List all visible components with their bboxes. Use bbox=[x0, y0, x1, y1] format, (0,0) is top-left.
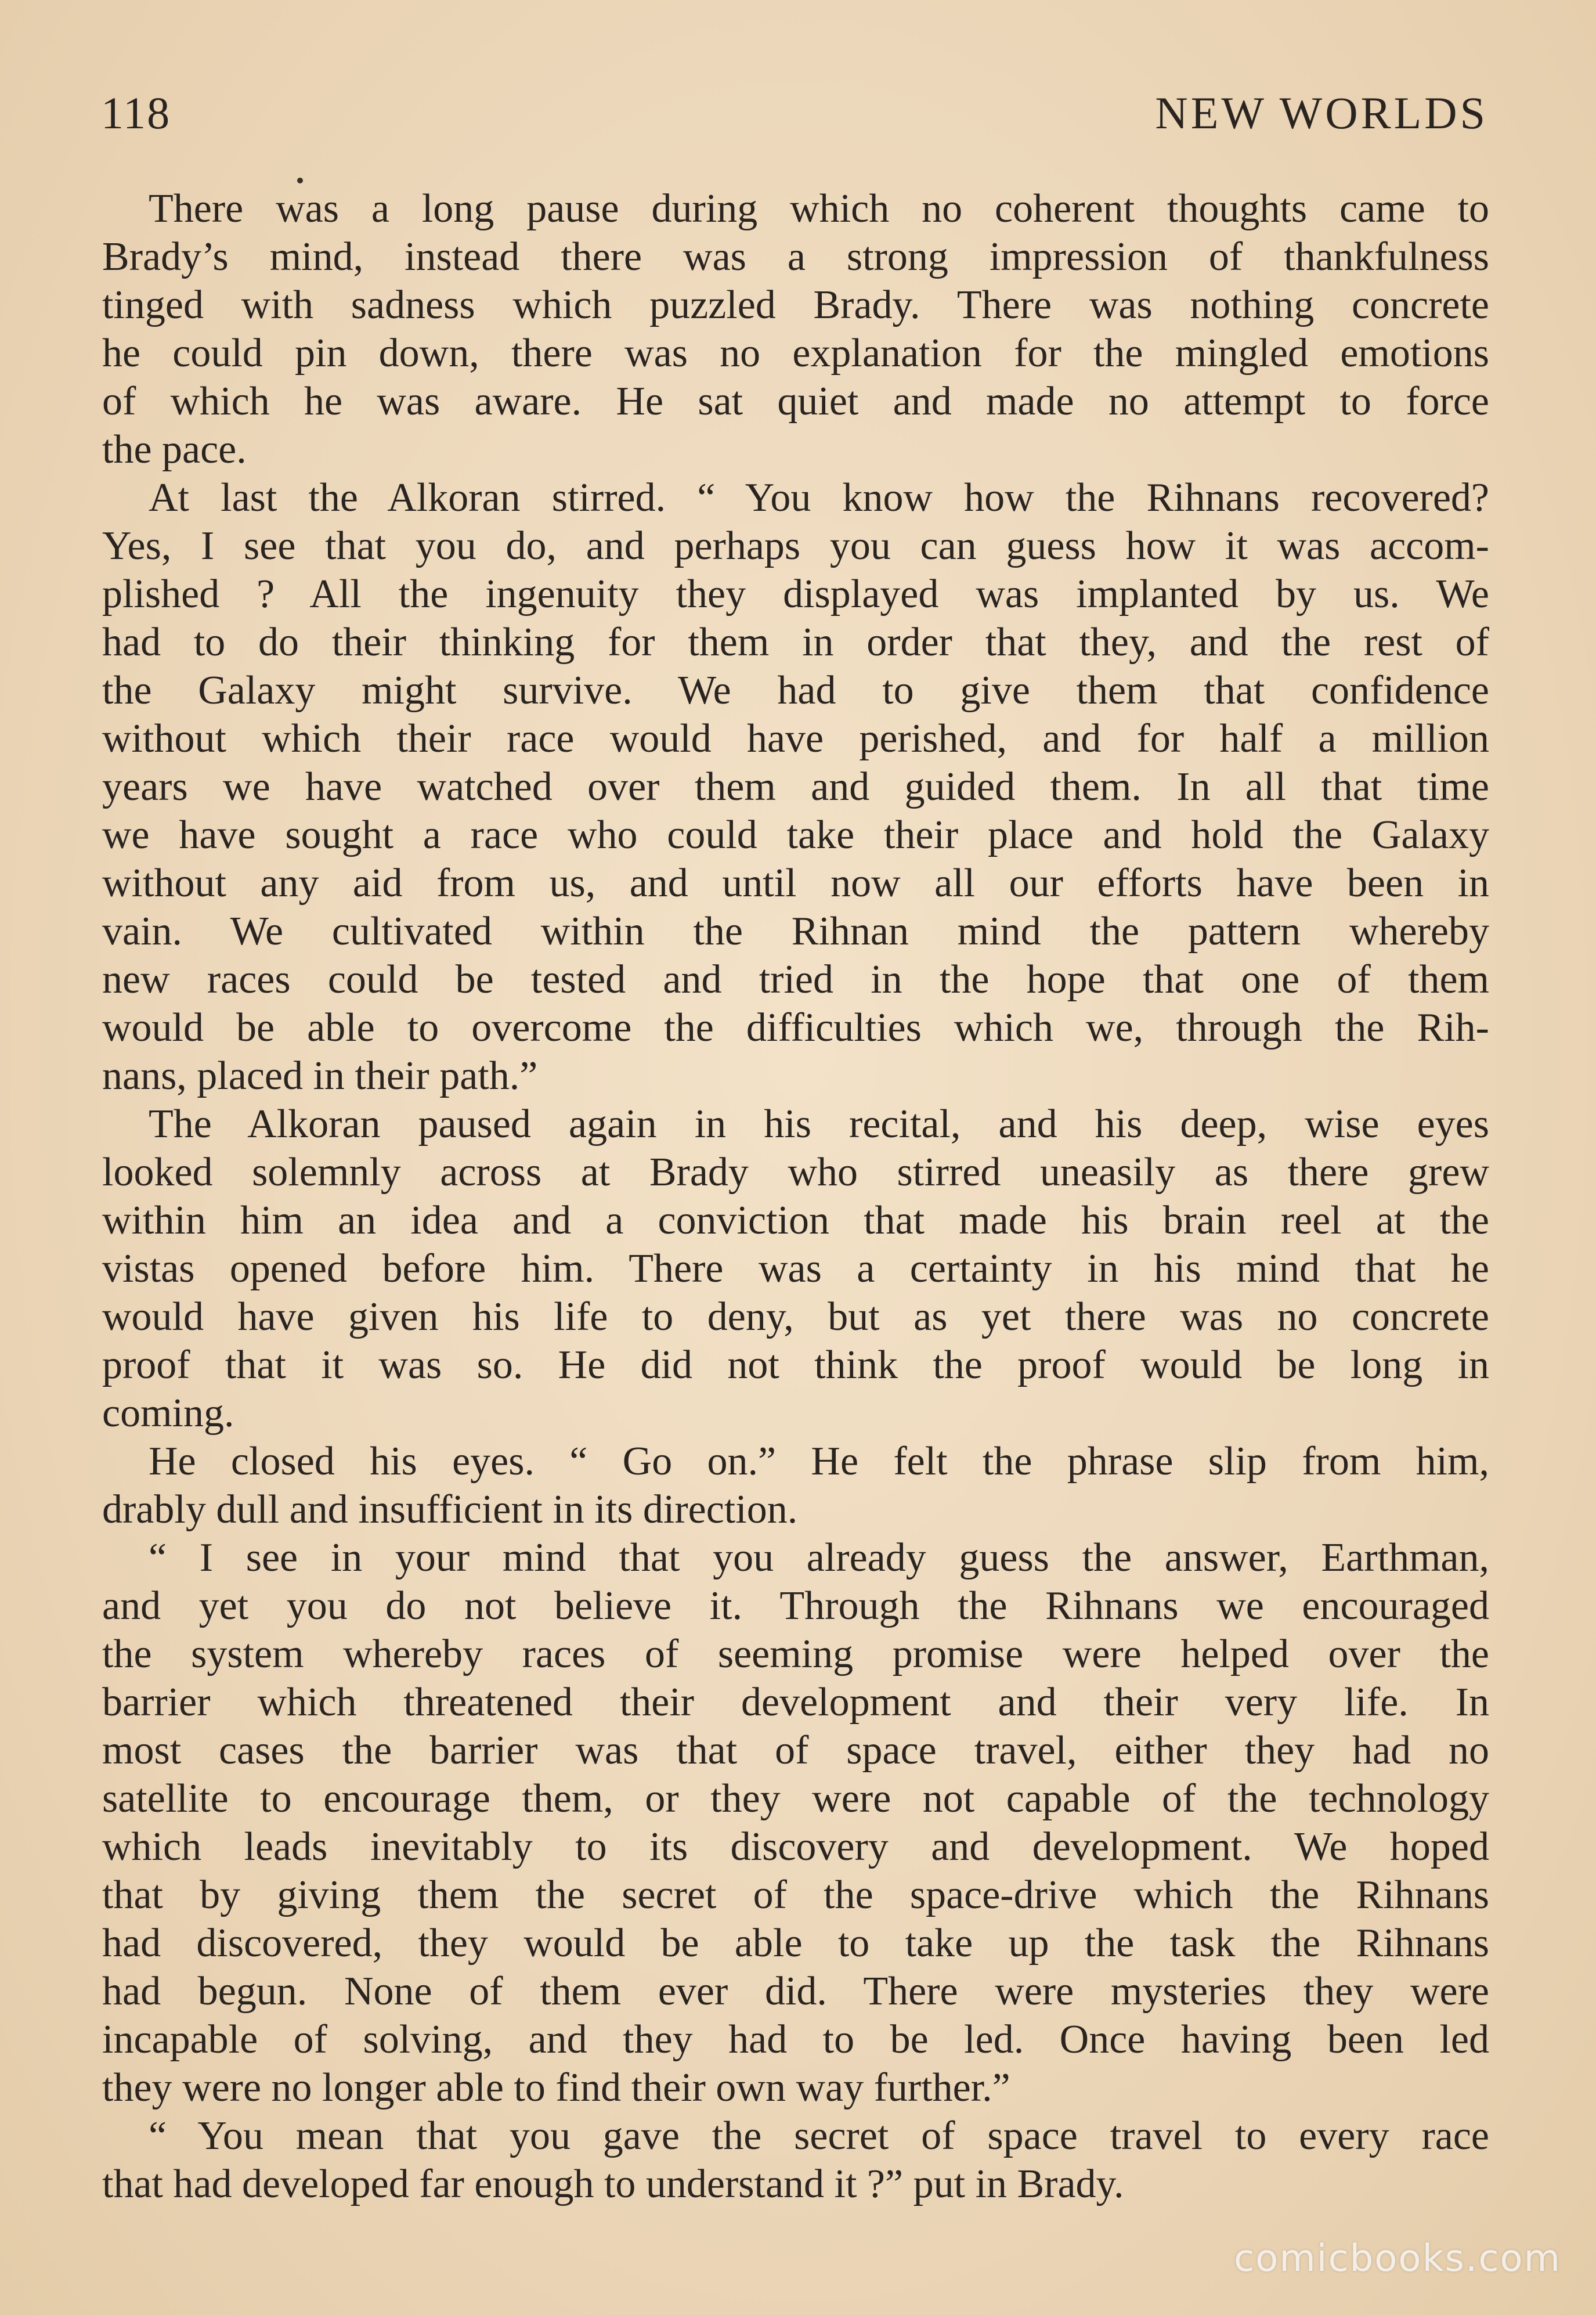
text-line: we have sought a race who could take their place and hold the Galaxy bbox=[102, 813, 1489, 857]
text-line: He closed his eyes. “ Go on.” He felt the phrase slip from him, bbox=[149, 1439, 1489, 1484]
text-line: Yes, I see that you do, and perhaps you can guess how it was accom- bbox=[102, 524, 1489, 568]
text-line: At last the Alkoran stirred. “ You know how the Rihnans recovered? bbox=[149, 475, 1489, 520]
text-line: nans, placed in their path.” bbox=[102, 1054, 538, 1098]
text-line: had to do their thinking for them in order that they, and the rest of bbox=[102, 620, 1489, 665]
text-line: without any aid from us, and until now all our efforts have been in bbox=[102, 861, 1489, 906]
text-line: had begun. None of them ever did. There were mysteries they were bbox=[102, 1969, 1489, 2014]
page-number: 118 bbox=[101, 88, 171, 138]
text-line: “ You mean that you gave the secret of space travel to every race bbox=[149, 2114, 1489, 2158]
text-line: vain. We cultivated within the Rihnan mind the pattern whereby bbox=[102, 909, 1489, 954]
text-line: vistas opened before him. There was a certainty in his mind that he bbox=[102, 1246, 1489, 1291]
text-line: incapable of solving, and they had to be led. Once having been led bbox=[102, 2017, 1489, 2062]
body-text bbox=[102, 185, 1489, 2208]
text-line: that by giving them the secret of the space-drive which the Rihnans bbox=[102, 1873, 1489, 1917]
text-line: of which he was aware. He sat quiet and made no attempt to force bbox=[102, 379, 1489, 424]
text-line: the system whereby races of seeming promise were helped over the bbox=[102, 1632, 1489, 1676]
text-line: looked solemnly across at Brady who stirred uneasily as there grew bbox=[102, 1150, 1489, 1195]
text-line: coming. bbox=[102, 1391, 234, 1436]
text-line: new races could be tested and tried in the hope that one of them bbox=[102, 957, 1489, 1002]
text-line: There was a long pause during which no coherent thoughts came to bbox=[149, 186, 1489, 231]
running-head: NEW WORLDS bbox=[1155, 88, 1488, 138]
text-line: Brady’s mind, instead there was a strong impression of thankfulness bbox=[102, 235, 1489, 279]
text-line: “ I see in your mind that you already guess the answer, Earthman, bbox=[149, 1535, 1489, 1580]
text-line: he could pin down, there was no explanation for the mingled emotions bbox=[102, 331, 1489, 376]
text-line: that had developed far enough to understand it ?” put in Brady. bbox=[102, 2162, 1124, 2206]
text-line: most cases the barrier was that of space travel, either they had no bbox=[102, 1728, 1489, 1773]
text-line: within him an idea and a conviction that made his brain reel at the bbox=[102, 1198, 1489, 1243]
text-line: they were no longer able to find their own way further.” bbox=[102, 2065, 1010, 2110]
text-line: The Alkoran paused again in his recital, and his deep, wise eyes bbox=[149, 1102, 1489, 1146]
page-header bbox=[101, 87, 1488, 151]
watermark: comicbooks.com bbox=[1233, 2237, 1561, 2280]
text-line: years we have watched over them and guided them. In all that time bbox=[102, 765, 1489, 809]
text-line: satellite to encourage them, or they were not capable of the technology bbox=[102, 1776, 1489, 1821]
text-line: the pace. bbox=[102, 427, 247, 472]
text-line: tinged with sadness which puzzled Brady. There was nothing concrete bbox=[102, 283, 1489, 327]
text-line: had discovered, they would be able to take up the task the Rihnans bbox=[102, 1921, 1489, 1966]
text-line: and yet you do not believe it. Through the Rihnans we encouraged bbox=[102, 1584, 1489, 1628]
text-line: proof that it was so. He did not think the proof would be long in bbox=[102, 1343, 1489, 1387]
text-line: barrier which threatened their development and their very life. In bbox=[102, 1680, 1489, 1725]
text-line: without which their race would have perished, and for half a million bbox=[102, 716, 1489, 761]
text-line: would be able to overcome the difficulties which we, through the Rih- bbox=[102, 1005, 1489, 1050]
text-line: which leads inevitably to its discovery and development. We hoped bbox=[102, 1824, 1489, 1869]
text-line: the Galaxy might survive. We had to give them that confidence bbox=[102, 668, 1489, 713]
text-line: plished ? All the ingenuity they displayed was implanted by us. We bbox=[102, 572, 1489, 616]
ink-speck bbox=[297, 178, 303, 183]
text-line: drably dull and insufficient in its direction. bbox=[102, 1487, 798, 1532]
text-line: would have given his life to deny, but as yet there was no concrete bbox=[102, 1294, 1489, 1339]
